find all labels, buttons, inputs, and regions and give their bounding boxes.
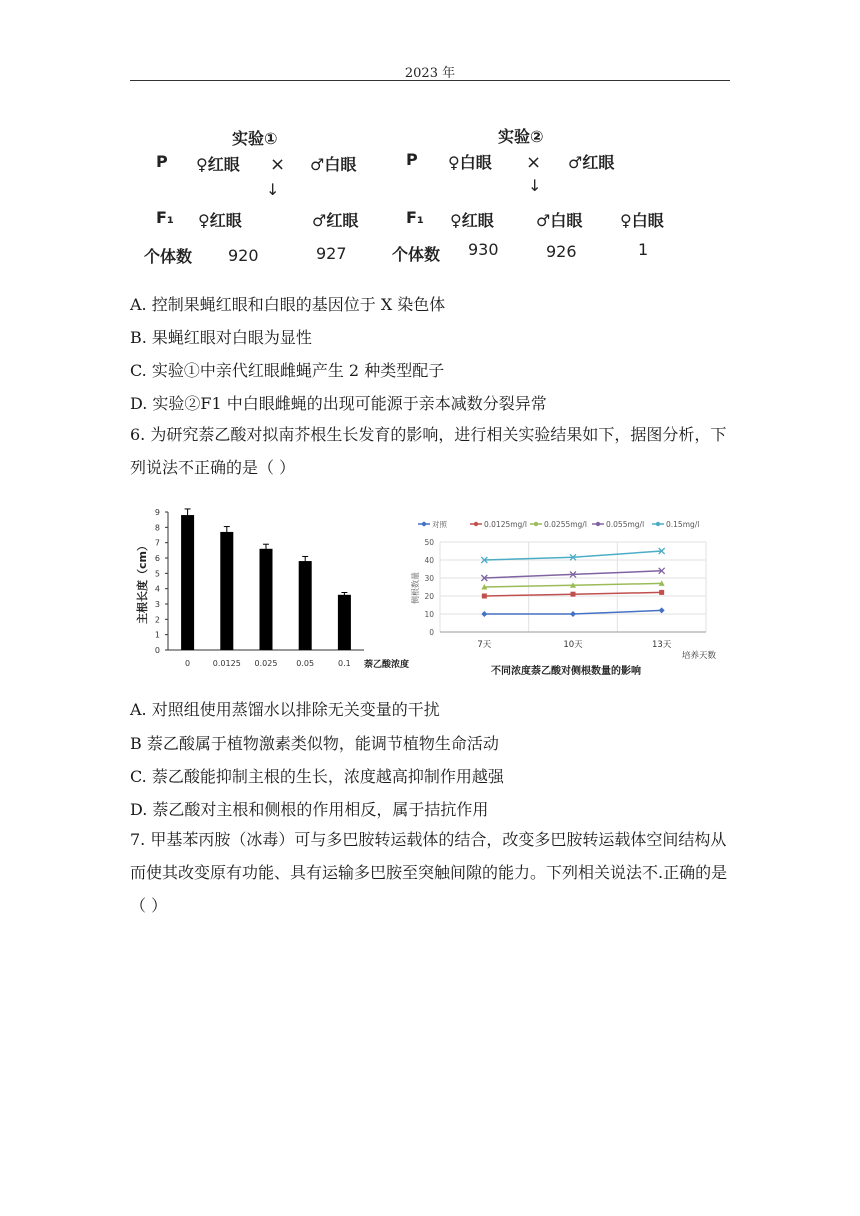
bar-y-tick-label: 0 <box>154 646 160 655</box>
exp2-p-male: ♂红眼 <box>568 153 615 172</box>
bar-y-tick-label: 9 <box>154 508 160 517</box>
series-point <box>659 590 664 595</box>
exp1-p-female: ♀红眼 <box>196 155 240 174</box>
bar-x-tick-label: 0.1 <box>338 659 351 668</box>
legend-marker <box>596 522 600 526</box>
bar-x-tick-label: 0.0125 <box>212 659 241 668</box>
series-line-0.15mg/l <box>484 551 661 560</box>
line-x-axis-label: 培养天数 <box>681 651 716 661</box>
exp2-title: 实验② <box>498 127 544 146</box>
line-x-tick-label: 13天 <box>652 640 672 650</box>
bar-y-axis-label: 主根长度（cm） <box>136 540 149 624</box>
exp2-p-label: P <box>406 150 418 169</box>
series-point <box>570 611 576 617</box>
exp1-f1-male: ♂红眼 <box>312 211 359 230</box>
exp2-count-label: 个体数 <box>392 245 441 264</box>
bar-y-tick-label: 6 <box>154 554 160 563</box>
line-chart-svg <box>410 510 720 682</box>
line-y-tick-label: 30 <box>424 574 434 583</box>
bar-0.0125 <box>220 532 233 650</box>
legend-label: 对照 <box>432 520 447 529</box>
q5-option-d: D. 实验②F1 中白眼雌蝇的出现可能源于亲本减数分裂异常 <box>130 394 547 413</box>
exp1-f1-label: F₁ <box>156 208 174 227</box>
series-point <box>481 611 487 617</box>
exp2-f1-female-red: ♀红眼 <box>450 211 494 230</box>
bar-x-tick-label: 0 <box>185 659 191 668</box>
q7-stem: 7. 甲基苯丙胺（冰毒）可与多巴胺转运载体的结合，改变多巴胺转运载体空间结构从而使其改变原有功能、具有运输多巴胺至突触间隙的能力。下列相关说法不.正确的是（ ） <box>130 830 728 915</box>
bar-chart-main-root <box>132 500 410 680</box>
q6-option-b: B 萘乙酸属于植物激素类似物，能调节植物生命活动 <box>130 734 499 753</box>
legend-label: 0.15mg/l <box>666 520 700 529</box>
exp2-count-1: 930 <box>468 240 499 259</box>
exp2-count-3: 1 <box>638 240 649 259</box>
exp1-arrow: ↓ <box>266 180 280 199</box>
legend-marker <box>656 522 660 526</box>
series-point <box>659 607 665 613</box>
line-y-tick-label: 0 <box>429 628 434 637</box>
legend-marker <box>534 522 538 526</box>
exp2-arrow: ↓ <box>528 176 542 195</box>
exp1-f1-female: ♀红眼 <box>198 211 242 230</box>
exp1-cross-symbol: × <box>270 154 286 175</box>
exp1-title: 实验① <box>232 129 278 148</box>
exp2-f1-female-white: ♀白眼 <box>620 211 664 230</box>
bar-0.025 <box>260 549 273 650</box>
exp1-p-label: P <box>156 152 168 171</box>
line-chart-title: 不同浓度萘乙酸对侧根数量的影响 <box>491 666 641 677</box>
bar-x-tick-label: 0.05 <box>296 659 315 668</box>
q6-option-d: D. 萘乙酸对主根和侧根的作用相反，属于拮抗作用 <box>130 800 489 819</box>
page-header-year: 2023 年 <box>404 66 456 81</box>
line-y-tick-label: 10 <box>424 610 434 619</box>
legend-marker <box>422 522 426 526</box>
line-y-tick-label: 20 <box>424 592 434 601</box>
exp1-p-male: ♂白眼 <box>310 155 357 174</box>
exp1-count-male: 927 <box>316 244 347 263</box>
exp2-f1-male-white: ♂白眼 <box>536 211 583 230</box>
legend-marker <box>474 522 478 526</box>
line-y-tick-label: 40 <box>424 556 434 565</box>
exp1-count-label: 个体数 <box>144 247 193 266</box>
bar-0.05 <box>299 561 312 650</box>
exp2-count-2: 926 <box>546 242 577 261</box>
bar-y-tick-label: 2 <box>154 615 160 625</box>
line-x-tick-label: 10天 <box>563 640 583 650</box>
bar-0 <box>181 515 194 650</box>
bar-y-tick-label: 8 <box>154 523 160 533</box>
q5-option-a: A. 控制果蝇红眼和白眼的基因位于 X 染色体 <box>130 295 446 314</box>
series-point <box>482 594 487 599</box>
q6-option-c: C. 萘乙酸能抑制主根的生长，浓度越高抑制作用越强 <box>130 767 504 786</box>
q5-option-c: C. 实验①中亲代红眼雌蝇产生 2 种类型配子 <box>130 361 445 380</box>
line-y-tick-label: 50 <box>424 538 434 547</box>
series-point <box>571 592 576 597</box>
exp2-p-female: ♀白眼 <box>448 153 492 172</box>
legend-label: 0.0125mg/l <box>484 520 527 529</box>
bar-chart-svg <box>132 500 410 680</box>
bar-y-tick-label: 3 <box>154 600 160 609</box>
header-rule <box>130 80 730 81</box>
q6-option-a: A. 对照组使用蒸馏水以排除无关变量的干扰 <box>130 700 440 719</box>
bar-0.1 <box>338 595 351 650</box>
bar-y-tick-label: 1 <box>154 630 160 640</box>
legend-label: 0.055mg/l <box>606 520 645 529</box>
cross-diagram <box>130 118 730 278</box>
exp2-f1-label: F₁ <box>406 208 424 227</box>
exp1-count-female: 920 <box>228 246 259 265</box>
line-x-tick-label: 7天 <box>477 640 492 650</box>
bar-y-tick-label: 5 <box>154 569 160 579</box>
q5-option-b: B. 果蝇红眼对白眼为显性 <box>130 328 312 347</box>
bar-x-axis-label: 萘乙酸浓度 <box>364 660 410 670</box>
bar-y-tick-label: 7 <box>154 538 160 548</box>
bar-y-tick-label: 4 <box>154 584 160 594</box>
legend-label: 0.0255mg/l <box>544 520 587 529</box>
line-chart-lateral-roots <box>410 510 720 682</box>
bar-x-tick-label: 0.025 <box>254 659 278 668</box>
exp2-cross-symbol: × <box>526 152 542 173</box>
q6-stem: 6. 为研究萘乙酸对拟南芥根生长发育的影响，进行相关实验结果如下，据图分析，下列说法不正确的是（ ） <box>130 425 727 477</box>
line-y-axis-label: 侧根数量 <box>411 572 420 604</box>
